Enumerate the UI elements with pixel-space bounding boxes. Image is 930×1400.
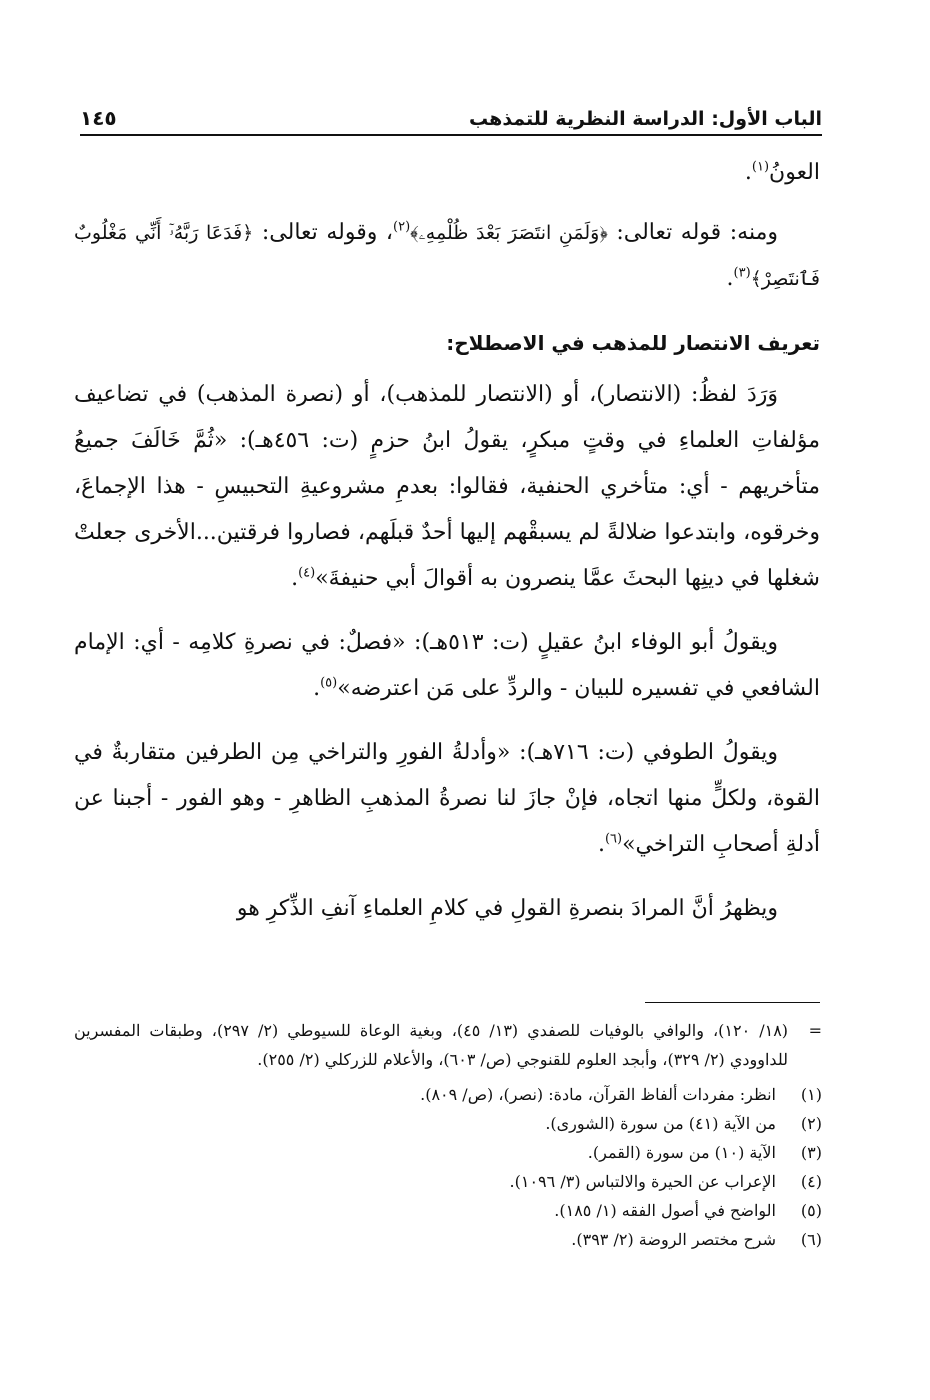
- footnote-item: [74, 1138, 822, 1167]
- footnote-text: الآية (١٠) من سورة (القمر).: [587, 1143, 776, 1162]
- footnote-text: انظر: مفردات ألفاظ القرآن، مادة: (نصر)، (ص/ ٨٠٩).: [420, 1085, 776, 1104]
- text-run: العونُ: [769, 160, 820, 185]
- text-run: .: [597, 832, 605, 857]
- footnote-ref: (٢): [393, 219, 411, 235]
- footnote-text: (١٨/ ١٢٠)، والوافي بالوفيات للصفدي (١٣/ ٤٥)، وبغية الوعاة للسيوطي (٢/ ٢٩٧)، وطبقات المفسرين للداوودي (٢/ ٣٢٩)، وأبجد العلوم للقنوجي (ص/ ٦٠٣)، والأعلام للزركلي (٢/ ٢٥٥).: [74, 1021, 789, 1069]
- footnote-text: الواضح في أصول الفقه (١/ ١٨٥).: [554, 1201, 776, 1220]
- running-header: [80, 98, 822, 130]
- footnote-divider: [645, 1002, 820, 1003]
- page-number: ١٤٥: [80, 106, 117, 130]
- text-run: ، وقوله تعالى:: [253, 220, 394, 245]
- text-run: ومنه: قوله تعالى:: [607, 220, 779, 245]
- paragraph-5: [74, 730, 820, 868]
- footnote-continuation: [74, 1016, 822, 1074]
- paragraph-6: ويظهرُ أنَّ المرادَ بنصرةِ القولِ في كلامِ العلماءِ آنفِ الذِّكرِ هو: [236, 896, 778, 921]
- footnote-item: [74, 1225, 822, 1254]
- footnote-item: [74, 1196, 822, 1225]
- text-run: ويقولُ الطوفي (ت: ٧١٦هـ): «وأدلةُ الفورِ والتراخي مِن الطرفين متقاربةٌ في القوة، ولكلٍّ منها اتجاه، فإنْ جازَ لنا نصرةُ المذهبِ الظاهرِ - وهو الفور - أجبنا عن أدلةِ أصحابِ التراخي»: [74, 740, 820, 857]
- footnote-text: الإعراب عن الحيرة والالتباس (٣/ ١٠٩٦).: [509, 1172, 776, 1191]
- paragraph-1: [74, 150, 820, 196]
- header-divider: [80, 134, 822, 136]
- paragraph-4: [74, 620, 820, 712]
- paragraph-3: [74, 372, 820, 602]
- continuation-marker: =: [808, 1021, 822, 1040]
- main-text: [74, 150, 820, 950]
- text-run: .: [291, 566, 299, 591]
- paragraph-2: [74, 210, 820, 302]
- footnotes: [74, 1016, 822, 1254]
- footnote-ref: (٣): [733, 265, 751, 281]
- footnote-number: (٣): [800, 1143, 822, 1162]
- footnote-ref: (١): [751, 159, 770, 175]
- footnote-ref: (٥): [320, 675, 338, 691]
- chapter-title: الباب الأول: الدراسة النظرية للتمذهب: [469, 108, 822, 130]
- footnote-text: من الآية (٤١) من سورة (الشورى).: [545, 1114, 776, 1133]
- footnote-text: شرح مختصر الروضة (٢/ ٣٩٣).: [571, 1230, 776, 1249]
- footnote-number: (١): [800, 1085, 822, 1104]
- footnote-ref: (٤): [298, 565, 316, 581]
- text-run: وَرَدَ لفظُ: (الانتصار)، أو (الانتصار للمذهب)، أو (نصرة المذهب) في تضاعيف مؤلفاتِ العلماءِ في وقتٍ مبكرٍ، يقولُ ابنُ حزمٍ (ت: ٤٥٦هـ): «ثُمَّ خَالَفَ جميعُ متأخريهم - أي: متأخري الحنفية، فقالوا: بعدمِ مشروعيةِ التحبيسِ - هذا الإجماعَ، وخرقوه، وابتدعوا ضلالةً لم يسبقْهم إليها أحدٌ قبلَهم، فصاروا فرقتين...الأخرى جعلتْ شغلها في دينِها البحثَ عمَّا ينصرون به أقوالَ أبي حنيفةَ»: [74, 382, 820, 591]
- text-run: .: [313, 676, 321, 701]
- footnote-number: (٢): [800, 1114, 822, 1133]
- footnote-item: [74, 1080, 822, 1109]
- footnote-number: (٥): [800, 1201, 822, 1220]
- footnote-list: [74, 1080, 822, 1254]
- quran-verse: ﴿فَدَعَا رَبَّهُۥٓ أَنِّي مَغْلُوبٌ فَٱنتَصِرْ﴾: [74, 222, 820, 290]
- text-run: .: [726, 266, 734, 291]
- footnote-number: (٦): [800, 1230, 822, 1249]
- footnote-item: [74, 1167, 822, 1196]
- section-heading: تعريف الانتصار للمذهب في الاصطلاح:: [446, 331, 820, 355]
- footnote-item: [74, 1109, 822, 1138]
- text-run: ويقولُ أبو الوفاء ابنُ عقيلٍ (ت: ٥١٣هـ): «فصلٌ: في نصرةِ كلامِه - أي: الإمام الشافعي في تفسيره للبيان - والردِّ على مَن اعترضه»: [74, 630, 820, 701]
- footnote-ref: (٦): [604, 831, 623, 847]
- text-run: .: [744, 160, 752, 185]
- quran-verse: ﴿وَلَمَنِ انتَصَرَ بَعْدَ ظُلْمِهِۦ﴾: [410, 222, 608, 244]
- footnote-number: (٤): [800, 1172, 822, 1191]
